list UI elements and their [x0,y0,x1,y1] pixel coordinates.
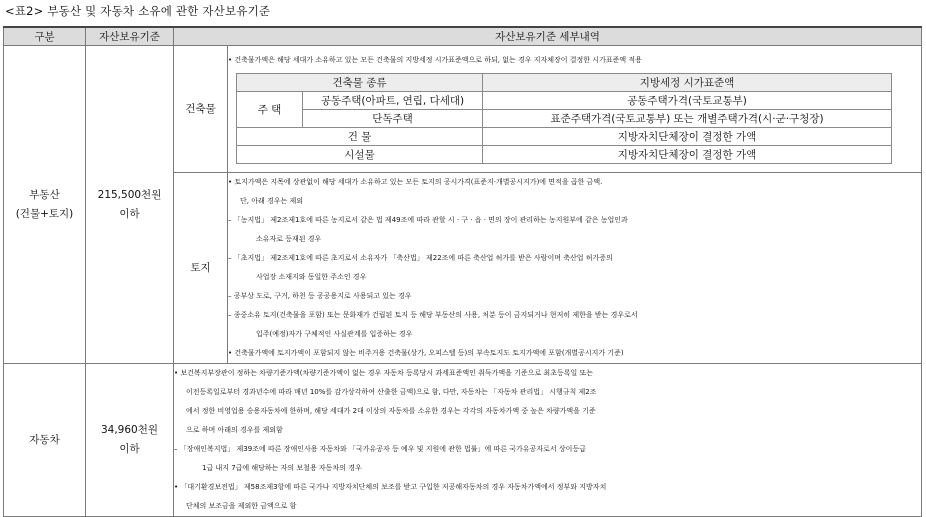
car-line: – 「장애인복지법」 제39조에 따른 장애인사용 자동차와 「국가유공자 등 예우 및 지원에 관한 법률」에 따른 국가유공자로서 상이등급 [174,445,586,453]
realestate-category-sub: (건물+토지) [15,207,74,220]
realestate-standard-cell [86,46,174,364]
realestate-standard-amount: 215,500천원 [97,188,162,201]
general-building-label: 건 물 [237,127,483,145]
realestate-category: 부동산 [29,188,60,201]
header-category: 구분 [4,27,86,46]
building-type-header [237,73,892,91]
land-line: – 종중소유 토지(건축물을 포함) 또는 문화재가 건립된 토지 등 해당 부동산의 사용, 처분 등이 금지되거나 현저히 제한을 받는 경우로서 [228,311,638,319]
asset-standard-table [3,26,922,517]
apartment-value: 공동주택가격(국토교통부) [483,91,892,109]
car-standard-cell [86,364,174,517]
building-type-row [237,127,892,145]
land-line: 단, 아래 경우는 제외 [240,197,303,205]
realestate-standard-limit: 이하 [119,207,140,220]
land-line: – 「농지법」 제2조제1호에 따른 농지로서 같은 법 제49조에 따라 관할 시 · 구 · 읍 · 면의 장이 관리하는 농지원부에 같은 농업인과 [228,216,628,224]
header-standard: 자산보유기준 [86,27,174,46]
building-type-row [237,91,892,109]
building-type-row [237,109,892,127]
car-line: • 「대기환경보전법」 제58조제3항에 따른 국가나 지방자치단체의 보조를 받고 구입한 저공해자동차의 경우 자동차가액에서 정부와 지방자치 [174,483,607,491]
car-standard-limit: 이하 [119,443,140,455]
house-label: 주 택 [237,91,303,127]
land-line: 소유자로 등재된 경우 [256,235,322,243]
building-value-head: 지방세정 시가표준액 [483,73,892,91]
car-row [4,364,922,517]
header-row [4,27,922,46]
car-detail-cell [174,364,922,517]
car-category: 자동차 [4,364,86,517]
land-label: 토지 [174,173,228,364]
car-standard-amount: 34,960천원 [100,424,159,436]
apartment-type: 공동주택(아파트, 연립, 다세대) [303,91,483,109]
header-detail: 자산보유기준 세부내역 [174,27,922,46]
car-line: 단체의 보조금을 제외한 금액으로 함 [186,502,297,510]
land-line: • 토지가액은 지목에 상관없이 해당 세대가 소유하고 있는 모든 토지의 공시가격(표준지·개별공시지가)에 면적을 곱한 금액. [228,178,603,186]
building-detail-cell [228,46,922,173]
car-line: 이전등록일로부터 경과년수에 따라 매년 10%를 감가상각하여 산출한 금액)으로 함, 다만, 자동차는 「자동차 관리법」 시행규칙 제2조 [186,388,597,396]
realestate-building-row [4,46,922,173]
car-line: 으로 하며 아래의 경우를 제외함 [186,426,283,434]
facility-value: 지방자치단체장이 결정한 가액 [483,145,892,163]
building-type-row [237,145,892,163]
facility-label: 시설물 [237,145,483,163]
land-line: – 「초지법」 제2조제1호에 따른 초지로서 소유자가 「축산법」 제22조에 따른 축산업 허가를 받은 사람이며 축산업 허가증의 [228,254,613,262]
detached-value: 표준주택가격(국토교통부) 또는 개별주택가격(시·군·구청장) [483,109,892,127]
detached-type: 단독주택 [303,109,483,127]
building-label: 건축물 [174,46,228,173]
land-line: • 건축물가액에 토지가액이 포함되지 않는 비주거용 건축물(상가, 오피스텔 등)의 부속토지도 토지가액에 포함(개별공시지가 기준) [228,349,624,357]
building-type-head: 건축물 종류 [237,73,483,91]
car-line: 에서 정한 비영업용 승용자동차에 한하며, 해당 세대가 2대 이상의 자동차를 소유한 경우는 각각의 자동차가액 중 높은 차량가액을 기준 [186,407,596,415]
building-note: • 건축물가액은 해당 세대가 소유하고 있는 모든 건축물의 지방세정 시가표준액으로 하되, 없는 경우 지자체장이 결정한 시가표준액 적용 [228,55,642,64]
general-building-value: 지방자치단체장이 결정한 가액 [483,127,892,145]
building-type-table [236,73,892,164]
table-caption: <표2> 부동산 및 자동차 소유에 관한 자산보유기준 [5,4,271,18]
car-line: • 보건복지부장관이 정하는 차량기준가액(차량기준가액이 없는 경우 자동차 등록당시 과세표준액인 취득가액을 기준으로 최초등록일 또는 [174,369,593,377]
land-line: 입주(예정)자가 구체적인 사실관계를 입증하는 경우 [256,330,413,338]
car-line: 1급 내지 7급에 해당하는 자의 보철용 자동차의 경우 [202,464,362,472]
land-line: 사업장 소재지와 동일한 주소인 경우 [256,273,367,281]
land-line: – 공부상 도로, 구거, 하천 등 공공용지로 사용되고 있는 경우 [228,292,412,300]
realestate-category-cell [4,46,86,364]
land-detail-cell [228,173,922,364]
